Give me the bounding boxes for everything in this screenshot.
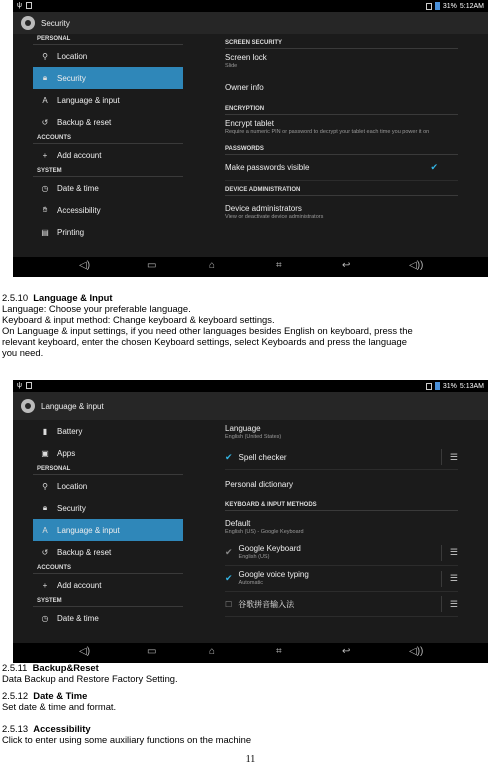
settings-sidebar [33, 34, 183, 257]
item-title: Owner info [225, 83, 264, 92]
section-title: Language & Input [33, 292, 113, 303]
action-bar [13, 12, 488, 34]
sidebar-item-add-account[interactable] [33, 144, 183, 166]
paragraph-line: On Language & input settings, if you need other languages besides English on keyboard, press the [2, 325, 413, 336]
lock-icon: 🔒︎ [42, 503, 48, 512]
paragraph-line: you need. [2, 347, 44, 358]
item-title: Spell checker [238, 452, 287, 462]
section-heading [2, 690, 116, 701]
checkbox-unchecked-icon[interactable]: ☐ [225, 599, 233, 609]
battery-icon [435, 382, 440, 390]
item-title: Default [225, 519, 251, 528]
sidebar-item-location[interactable] [33, 45, 183, 67]
recent-apps-icon[interactable]: ▭ [147, 260, 157, 271]
system-header: SYSTEM [33, 166, 183, 177]
sidebar-item-add-account[interactable] [33, 574, 183, 596]
sidebar-item-backup[interactable] [33, 541, 183, 563]
clock: 5:13AM [459, 382, 484, 390]
accounts-header: ACCOUNTS [33, 563, 183, 574]
sidebar-item-security[interactable] [33, 67, 183, 89]
sidebar-item-label: Backup & reset [57, 547, 112, 557]
settings-gear-icon[interactable] [21, 16, 35, 30]
battery-icon [435, 2, 440, 10]
google-keyboard-item[interactable] [225, 540, 458, 566]
section-number: 2.5.13 [2, 723, 29, 734]
sidebar-item-location[interactable] [33, 475, 183, 497]
sidebar-item-label: Date & time [57, 613, 99, 623]
personal-header: PERSONAL [33, 34, 183, 45]
sidebar-item-label: Battery [57, 426, 83, 436]
sim-icon [426, 3, 432, 10]
accounts-header: ACCOUNTS [33, 133, 183, 144]
restore-icon: ↺ [41, 117, 49, 127]
item-subtitle: View or deactivate device administrators [225, 214, 324, 220]
plus-icon: + [42, 150, 48, 160]
section-title: Accessibility [33, 723, 91, 734]
screenshot-icon[interactable]: ⌗ [276, 646, 282, 657]
settings-sidebar [33, 420, 183, 643]
item-title: 谷歌拼音输入法 [238, 599, 295, 609]
sidebar-item-label: Security [57, 503, 86, 513]
sidebar-item-security[interactable] [33, 497, 183, 519]
divider [441, 571, 442, 587]
item-title: Personal dictionary [225, 480, 294, 489]
spell-checker-item[interactable] [225, 445, 458, 470]
restore-icon: ↺ [41, 547, 49, 557]
settings-detail [225, 34, 458, 257]
checkbox-checked-icon[interactable]: ✔ [225, 547, 233, 557]
item-title: Language [225, 424, 261, 433]
back-icon[interactable]: ↩ [342, 260, 351, 271]
encrypt-tablet-item[interactable] [225, 115, 458, 140]
battery-percent: 31% [442, 382, 457, 390]
sidebar-item-date-time[interactable] [33, 177, 183, 199]
item-subtitle: English (United States) [225, 434, 282, 440]
settings-content [13, 420, 488, 643]
sidebar-item-label: Location [57, 481, 88, 491]
section-heading [2, 723, 251, 734]
settings-detail [225, 420, 458, 643]
location-pin-icon: ⚲ [42, 481, 48, 491]
section-2510 [2, 292, 413, 358]
sidebar-item-backup[interactable] [33, 111, 183, 133]
sidebar-item-label: Date & time [57, 183, 99, 193]
lock-icon: 🔒︎ [42, 73, 48, 82]
settings-gear-icon[interactable] [21, 399, 35, 413]
item-title: Google voice typing [238, 570, 309, 579]
item-title: Device administrators [225, 204, 302, 213]
device-admin-header: DEVICE ADMINISTRATION [225, 185, 458, 196]
clock: 5:12AM [459, 2, 484, 10]
navigation-bar [13, 257, 488, 277]
screenshot-language-input [13, 380, 488, 663]
default-keyboard-item[interactable] [225, 511, 458, 540]
item-subtitle: Slide [225, 63, 238, 69]
sidebar-item-label: Apps [57, 448, 76, 458]
volume-down-icon[interactable]: ◁) [79, 646, 91, 657]
sidebar-item-language[interactable] [33, 89, 183, 111]
sidebar-item-label: Add account [57, 580, 102, 590]
section-title: Date & Time [33, 690, 88, 701]
volume-down-icon[interactable]: ◁) [79, 260, 91, 271]
language-item[interactable] [225, 420, 458, 445]
item-title: Make passwords visible [225, 163, 310, 172]
page-number: 11 [245, 754, 256, 765]
section-2513 [2, 723, 251, 745]
item-subtitle: Automatic [238, 580, 264, 586]
usb-icon: ψ [17, 382, 22, 389]
owner-info-item[interactable] [225, 74, 458, 100]
clock-icon: ◷ [41, 183, 49, 193]
keyboard-a-icon: A [42, 95, 48, 105]
section-2512 [2, 690, 116, 712]
usb-icon: ψ [17, 2, 22, 9]
screen-title: Security [41, 18, 70, 28]
item-subtitle: Require a numeric PIN or password to decrypt your tablet each time you power it on [225, 129, 430, 135]
item-title: Google Keyboard [238, 544, 301, 553]
divider [441, 596, 442, 612]
apps-icon: ▣ [41, 448, 49, 458]
paragraph-line: Language: Choose your preferable language. [2, 303, 191, 314]
notification-icon [26, 2, 32, 9]
sidebar-item-date-time[interactable] [33, 607, 183, 629]
pinyin-input-item[interactable] [225, 592, 458, 617]
sim-icon [426, 383, 432, 390]
screen-lock-item[interactable] [225, 49, 458, 74]
paragraph-line: Data Backup and Restore Factory Setting. [2, 673, 178, 684]
personal-dictionary-item[interactable] [225, 470, 458, 496]
keyboard-a-icon: A [42, 525, 48, 535]
sidebar-item-label: Add account [57, 150, 102, 160]
settings-sliders-icon[interactable]: ☰ [449, 451, 458, 462]
checkbox-checked-icon[interactable]: ✔ [225, 451, 233, 462]
paragraph-line: Click to enter using some auxiliary functions on the machine [2, 734, 252, 745]
make-passwords-visible-item[interactable] [225, 155, 458, 181]
recent-apps-icon[interactable]: ▭ [147, 646, 157, 657]
volume-up-icon[interactable]: ◁)) [409, 260, 424, 271]
sidebar-item-label: Location [57, 51, 88, 61]
google-voice-typing-item[interactable] [225, 566, 458, 592]
home-icon[interactable]: ⌂ [209, 260, 216, 271]
screenshot-security [13, 0, 488, 277]
section-heading [2, 662, 178, 673]
divider [441, 449, 442, 465]
sidebar-item-accessibility[interactable] [33, 199, 183, 221]
home-icon[interactable]: ⌂ [209, 646, 216, 657]
paragraph-line: relevant keyboard, enter the chosen Keyboard settings, select Keyboards and press the language [2, 336, 407, 347]
item-title: Encrypt tablet [225, 119, 274, 128]
clock-icon: ◷ [41, 613, 49, 623]
section-number: 2.5.11 [2, 662, 28, 673]
paragraph-line: Keyboard & input method: Change keyboard & keyboard settings. [2, 314, 275, 325]
sidebar-item-battery[interactable] [33, 420, 183, 442]
status-bar [13, 0, 488, 12]
keyboard-methods-header: KEYBOARD & INPUT METHODS [225, 500, 458, 511]
encryption-header: ENCRYPTION [225, 104, 458, 115]
device-administrators-item[interactable] [225, 196, 458, 225]
settings-content [13, 34, 488, 257]
location-pin-icon: ⚲ [42, 51, 48, 61]
passwords-header: PASSWORDS [225, 144, 458, 155]
battery-icon: ▮ [42, 426, 48, 436]
sidebar-item-printing[interactable] [33, 221, 183, 243]
section-number: 2.5.10 [2, 292, 29, 303]
divider [441, 545, 442, 561]
sidebar-item-apps[interactable] [33, 442, 183, 464]
sidebar-item-label: Security [57, 73, 86, 83]
sidebar-item-label: Accessibility [57, 205, 101, 215]
navigation-bar [13, 643, 488, 663]
item-subtitle: English (US) [238, 554, 270, 560]
system-header: SYSTEM [33, 596, 183, 607]
settings-sliders-icon[interactable]: ☰ [449, 598, 458, 609]
sidebar-item-label: Language & input [57, 95, 120, 105]
status-bar [13, 380, 488, 392]
checkbox-checked-icon[interactable]: ✔ [430, 162, 438, 172]
item-title: Screen lock [225, 53, 267, 62]
paragraph-line: Set date & time and format. [2, 701, 117, 712]
back-icon[interactable]: ↩ [342, 646, 351, 657]
hand-icon: ✋︎ [42, 205, 48, 214]
sidebar-item-label: Backup & reset [57, 117, 112, 127]
sidebar-item-language[interactable] [33, 519, 183, 541]
screenshot-icon[interactable]: ⌗ [276, 260, 282, 271]
checkbox-checked-icon[interactable]: ✔ [225, 573, 233, 583]
screen-title: Language & input [41, 401, 104, 411]
personal-header: PERSONAL [33, 464, 183, 475]
volume-up-icon[interactable]: ◁)) [409, 646, 424, 657]
section-2511 [2, 662, 178, 684]
settings-sliders-icon[interactable]: ☰ [449, 573, 458, 583]
plus-icon: + [42, 580, 48, 590]
screen-security-header: SCREEN SECURITY [225, 38, 458, 49]
section-heading [2, 292, 413, 303]
sidebar-item-label: Language & input [57, 525, 120, 535]
battery-percent: 31% [442, 2, 457, 10]
notification-icon [26, 382, 32, 389]
printer-icon: ▤ [41, 227, 49, 237]
action-bar [13, 392, 488, 420]
section-title: Backup&Reset [32, 662, 99, 673]
settings-sliders-icon[interactable]: ☰ [449, 547, 458, 557]
item-subtitle: English (US) - Google Keyboard [225, 529, 304, 535]
sidebar-item-label: Printing [57, 227, 85, 237]
section-number: 2.5.12 [2, 690, 29, 701]
